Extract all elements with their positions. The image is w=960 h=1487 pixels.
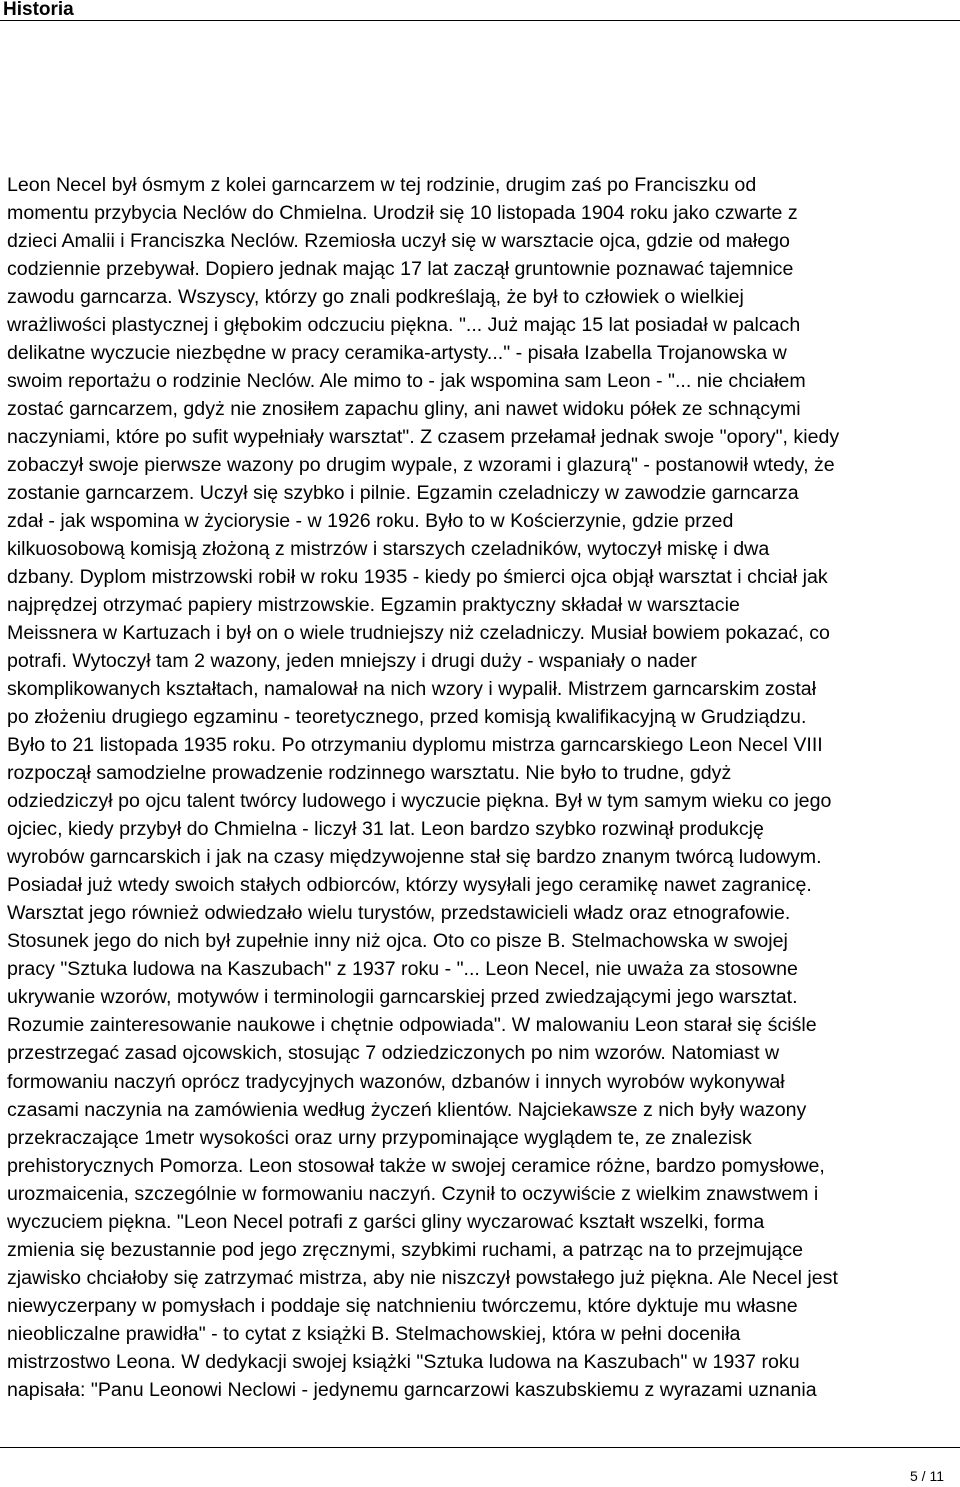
text-line: nieobliczalne prawidła" - to cytat z książki B. Stelmachowskiej, która w pełni doceniła: [7, 1322, 741, 1345]
text-line: wrażliwości plastycznej i głębokim odczuciu piękna. "... Już mając 15 lat posiadał w palcach: [7, 314, 801, 337]
text-line: Było to 21 listopada 1935 roku. Po otrzymaniu dyplomu mistrza garncarskiego Leon Necel VIII: [7, 734, 823, 757]
text-line: Warsztat jego również odwiedzało wielu turystów, przedstawicieli władz oraz etnografowie.: [7, 902, 791, 925]
text-line: zmienia się bezustannie pod jego zręcznymi, szybkimi ruchami, a patrząc na to przejmujące: [7, 1238, 804, 1261]
text-line: rozpoczął samodzielne prowadzenie rodzinnego warsztatu. Nie było to trudne, gdyż: [7, 762, 732, 785]
text-line: najprędzej otrzymać papiery mistrzowskie. Egzamin praktyczny składał w warsztacie: [7, 594, 740, 617]
article-body: [7, 171, 957, 1404]
text-line: ojciec, kiedy przybył do Chmielna - liczył 31 lat. Leon bardzo szybko rozwinął produkcję: [7, 818, 764, 841]
text-line: zostać garncarzem, gdyż nie znosiłem zapachu gliny, ani nawet widoku półek ze schnącymi: [7, 398, 801, 421]
text-line: zobaczył swoje pierwsze wazony po drugim wypale, z wzorami i glazurą" - postanowił wtedy, że: [7, 454, 835, 477]
text-line: przestrzegać zasad ojcowskich, stosując 7 odziedziczonych po nim wzorów. Natomiast w: [7, 1042, 780, 1065]
text-line: przekraczające 1metr wysokości oraz urny przypominające wyglądem te, ze znalezisk: [7, 1126, 752, 1149]
text-line: niewyczerpany w pomysłach i poddaje się natchnieniu twórczemu, które dyktuje mu własne: [7, 1294, 798, 1317]
text-line: napisała: "Panu Leonowi Neclowi - jedynemu garncarzowi kaszubskiemu z wyrazami uznania: [7, 1378, 817, 1401]
text-line: Posiadał już wtedy swoich stałych odbiorców, którzy wysyłali jego ceramikę nawet zagranicę.: [7, 874, 812, 897]
text-line: naczyniami, które po sufit wypełniały warsztat". Z czasem przełamał jednak swoje "opory", kiedy: [7, 426, 840, 449]
text-line: wyrobów garncarskich i jak na czasy międzywojenne stał się bardzo znanym twórcą ludowym.: [7, 846, 822, 869]
text-line: codziennie przebywał. Dopiero jednak mając 17 lat zaczął gruntownie poznawać tajemnice: [7, 258, 794, 281]
text-line: prehistorycznych Pomorza. Leon stosował także w swojej ceramice różne, bardzo pomysłowe,: [7, 1154, 825, 1177]
footer-divider: [0, 1447, 960, 1448]
text-line: odziedziczył po ojcu talent twórcy ludowego i wyczucie piękna. Był w tym samym wieku co jego: [7, 790, 832, 813]
text-line: potrafi. Wytoczył tam 2 wazony, jeden mniejszy i drugi duży - wspaniały o nader: [7, 650, 697, 673]
text-line: momentu przybycia Neclów do Chmielna. Urodził się 10 listopada 1904 roku jako czwarte z: [7, 202, 798, 225]
text-line: swoim reportażu o rodzinie Neclów. Ale mimo to - jak wspomina sam Leon - "... nie chciałem: [7, 370, 806, 393]
text-line: urozmaicenia, szczególnie w formowaniu naczyń. Czynił to oczywiście z wielkim znawstwem i: [7, 1182, 819, 1205]
text-line: Stosunek jego do nich był zupełnie inny niż ojca. Oto co pisze B. Stelmachowska w swojej: [7, 930, 788, 953]
text-line: dzieci Amalii i Franciszka Neclów. Rzemiosła uczył się w warsztacie ojca, gdzie od małego: [7, 230, 790, 253]
text-line: zjawisko chciałoby się zatrzymać mistrza, aby nie niszczył powstałego już piękna. Ale Necel jest: [7, 1266, 838, 1289]
text-line: zostanie garncarzem. Uczył się szybko i pilnie. Egzamin czeladniczy w zawodzie garncarza: [7, 482, 799, 505]
page-header: [0, 0, 960, 21]
text-line: Leon Necel był ósmym z kolei garncarzem w tej rodzinie, drugim zaś po Franciszku od: [7, 174, 757, 196]
text-line: skomplikowanych kształtach, namalował na nich wzory i wypalił. Mistrzem garncarskim został: [7, 678, 817, 701]
text-line: po złożeniu drugiego egzaminu - teoretycznego, przed komisją kwalifikacyjną w Grudziądzu.: [7, 706, 807, 729]
text-line: zawodu garncarza. Wszyscy, którzy go znali podkreślają, że był to człowiek o wielkiej: [7, 286, 744, 309]
text-line: wyczuciem piękna. "Leon Necel potrafi z garści gliny wyczarować kształt wszelki, forma: [7, 1210, 765, 1233]
text-line: dzbany. Dyplom mistrzowski robił w roku 1935 - kiedy po śmierci ojca objął warsztat i chciał jak: [7, 566, 828, 589]
text-line: Rozumie zainteresowanie naukowe i chętnie odpowiada". W malowaniu Leon starał się ściśle: [7, 1014, 817, 1037]
text-line: formowaniu naczyń oprócz tradycyjnych wazonów, dzbanów i innych wyrobów wykonywał: [7, 1070, 785, 1093]
text-line: ukrywanie wzorów, motywów i terminologii garncarskiej przed zwiedzającymi jego warsztat.: [7, 986, 798, 1009]
text-line: czasami naczynia na zamówienia według życzeń klientów. Najciekawsze z nich były wazony: [7, 1098, 807, 1121]
text-line: mistrzostwo Leona. W dedykacji swojej książki "Sztuka ludowa na Kaszubach" w 1937 roku: [7, 1350, 800, 1373]
section-title: Historia: [3, 0, 74, 20]
text-line: pracy "Sztuka ludowa na Kaszubach" z 1937 roku - "... Leon Necel, nie uważa za stosowne: [7, 958, 798, 981]
page-number: 5 / 11: [910, 1468, 944, 1484]
text-line: kilkuosobową komisją złożoną z mistrzów i starszych czeladników, wytoczył miskę i dwa: [7, 538, 770, 561]
text-line: delikatne wyczucie niezbędne w pracy ceramika-artysty..." - pisała Izabella Trojanowska w: [7, 342, 787, 365]
text-line: Meissnera w Kartuzach i był on o wiele trudniejszy niż czeladniczy. Musiał bowiem pokazać, co: [7, 622, 830, 645]
text-line: zdał - jak wspomina w życiorysie - w 1926 roku. Było to w Kościerzynie, gdzie przed: [7, 510, 734, 533]
